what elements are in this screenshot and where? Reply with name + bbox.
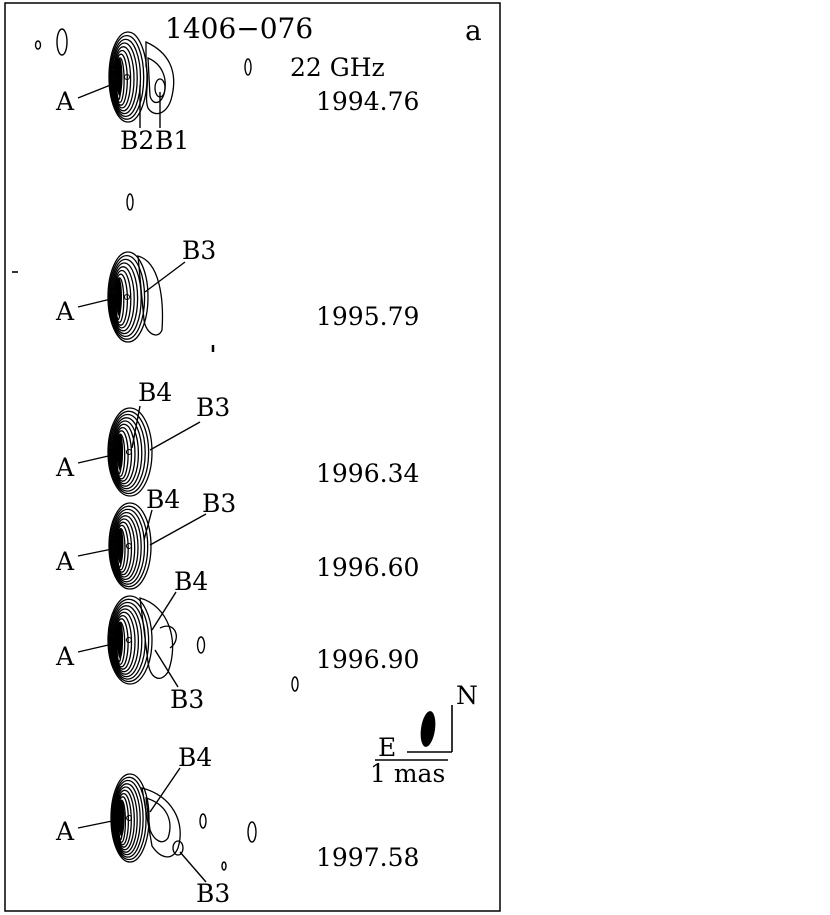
component-b3-label: B3 — [182, 236, 217, 265]
scale-bar-label: 1 mas — [370, 759, 446, 788]
core-peak — [117, 58, 123, 96]
core-peak — [117, 434, 123, 471]
core-label: A — [56, 297, 75, 326]
component-b3-label: B3 — [196, 879, 231, 908]
component-b2-label: B2 — [120, 126, 155, 155]
epoch-date: 1996.60 — [316, 553, 420, 582]
component-b4-label: B4 — [174, 567, 209, 596]
component-b1-label: B1 — [155, 126, 190, 155]
frequency-label: 22 GHz — [290, 53, 385, 82]
epoch-date: 1996.34 — [316, 459, 420, 488]
epoch-date: 1995.79 — [316, 302, 420, 331]
epoch-date: 1997.58 — [316, 843, 420, 872]
component-b3-label: B3 — [196, 393, 231, 422]
core-peak — [117, 622, 123, 659]
core-label: A — [56, 87, 75, 116]
core-peak — [119, 800, 125, 837]
core-label: A — [56, 547, 75, 576]
component-b3-label: B3 — [170, 685, 205, 714]
core-peak — [118, 528, 124, 564]
component-b4-label: B4 — [146, 485, 181, 514]
component-b3-label: B3 — [202, 489, 237, 518]
core-peak — [116, 278, 122, 316]
core-label: A — [56, 817, 75, 846]
component-b4-label: B4 — [138, 378, 173, 407]
east-label: E — [378, 733, 397, 762]
core-label: A — [56, 453, 75, 482]
component-b4-label: B4 — [178, 743, 213, 772]
core-label: A — [56, 642, 75, 671]
north-label: N — [456, 681, 478, 710]
epoch-date: 1994.76 — [316, 87, 420, 116]
panel-letter: a — [465, 14, 482, 47]
epoch-date: 1996.90 — [316, 645, 420, 674]
source-name: 1406−076 — [165, 12, 314, 45]
